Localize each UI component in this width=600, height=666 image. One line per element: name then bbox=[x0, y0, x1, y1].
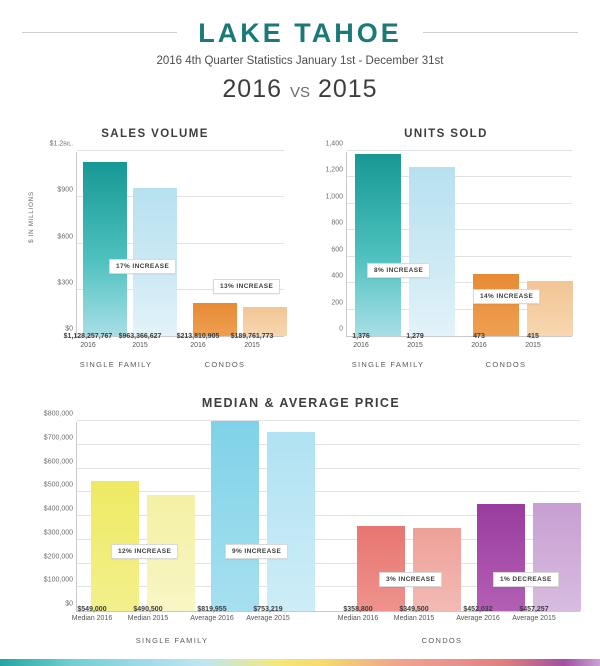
chart-title-sales-volume: SALES VOLUME bbox=[101, 128, 209, 140]
xlabel-sv-2-value: $213,810,905 bbox=[176, 333, 220, 340]
header-rule-left bbox=[22, 32, 177, 33]
group-label-us-condos: CONDOS bbox=[485, 360, 527, 369]
ytick-sv-4: $1.2 bbox=[49, 140, 64, 148]
bottom-color-bar bbox=[0, 659, 600, 666]
ytick-sv-0: $0 bbox=[65, 325, 73, 333]
ytick-map-2: $200,000 bbox=[43, 553, 73, 560]
xlabel-us-3 bbox=[504, 332, 562, 351]
chart-units-sold bbox=[310, 128, 582, 369]
bar-map-2 bbox=[211, 421, 259, 611]
group-label-sv-condos: CONDOS bbox=[204, 360, 246, 369]
xlabel-map-5 bbox=[382, 605, 446, 624]
xlabel-us-2 bbox=[450, 332, 508, 351]
chart-median-average-price bbox=[14, 396, 588, 645]
xlabel-map-0-sub: Median 2016 bbox=[71, 615, 113, 623]
xlabel-map-3-sub: Average 2015 bbox=[246, 615, 290, 623]
group-label-map-condos: CONDOS bbox=[421, 636, 463, 645]
ytick-sv-3: $900 bbox=[57, 186, 73, 194]
bar-us-2 bbox=[473, 274, 519, 337]
xlabel-map-1 bbox=[116, 605, 180, 624]
xlabel-map-2-value: $819,955 bbox=[197, 606, 227, 613]
ytick-map-6: $600,000 bbox=[43, 458, 73, 465]
xlabel-map-1-value: $490,500 bbox=[133, 606, 163, 613]
xlabel-map-3-value: $753,219 bbox=[253, 606, 283, 613]
group-label-map-single-family: SINGLE FAMILY bbox=[135, 636, 209, 645]
xlabel-map-0 bbox=[60, 605, 124, 624]
ytick-us-2: 400 bbox=[331, 272, 343, 280]
xlabel-map-6-sub: Average 2016 bbox=[456, 615, 500, 623]
xlabel-us-0-value: 1,376 bbox=[352, 333, 370, 340]
annotation-sv-0: 17% INCREASE bbox=[109, 259, 176, 274]
xlabel-map-5-value: $349,500 bbox=[399, 606, 429, 613]
ytick-map-4: $400,000 bbox=[43, 505, 73, 513]
ytick-map-1: $100,000 bbox=[43, 576, 73, 584]
annotation-map-2: 3% INCREASE bbox=[379, 572, 442, 587]
xlabel-us-1-year: 2015 bbox=[407, 342, 423, 350]
xlabel-sv-3 bbox=[216, 332, 288, 351]
xlabel-map-7-value: $457,257 bbox=[519, 606, 549, 613]
xlabel-map-1-sub: Median 2015 bbox=[127, 615, 169, 623]
bar-map-6 bbox=[477, 504, 525, 611]
header-rule-right bbox=[423, 32, 578, 33]
axis-label-dollars: $ IN MILLIONS bbox=[28, 191, 35, 243]
xlabel-sv-3-year: 2015 bbox=[244, 342, 260, 350]
bar-us-0 bbox=[355, 154, 401, 336]
ytick-us-3: 600 bbox=[331, 246, 343, 254]
chart-title-median-average: MEDIAN & AVERAGE PRICE bbox=[201, 396, 401, 410]
annotation-map-3: 1% DECREASE bbox=[493, 572, 559, 587]
xlabel-us-3-value: 415 bbox=[527, 333, 539, 340]
ytick-us-5: 1,000 bbox=[325, 193, 343, 201]
plot-area-units-sold bbox=[325, 140, 572, 337]
year-comparison bbox=[0, 75, 600, 104]
page-title: LAKE TAHOE bbox=[198, 18, 402, 48]
xlabel-map-3 bbox=[236, 605, 300, 624]
xlabel-us-3-year: 2015 bbox=[525, 342, 541, 350]
xlabel-map-7 bbox=[502, 605, 566, 624]
ytick-us-1: 200 bbox=[331, 299, 343, 307]
xlabel-us-2-value: 473 bbox=[473, 333, 485, 340]
bar-map-7 bbox=[533, 503, 581, 611]
ytick-map-3: $300,000 bbox=[43, 529, 73, 537]
plot-area-median-average bbox=[43, 410, 580, 612]
xlabel-us-2-year: 2016 bbox=[471, 342, 487, 350]
bar-map-4 bbox=[357, 526, 405, 611]
annotation-us-0: 8% INCREASE bbox=[367, 263, 430, 278]
annotation-us-1: 14% INCREASE bbox=[473, 289, 540, 304]
ytick-map-8: $800,000 bbox=[43, 410, 73, 418]
xlabel-map-6-value: $452,032 bbox=[463, 606, 493, 613]
group-label-us-single-family: SINGLE FAMILY bbox=[351, 360, 425, 369]
xlabel-sv-3-value: $189,761,773 bbox=[230, 333, 274, 340]
xlabel-map-5-sub: Median 2015 bbox=[393, 615, 435, 623]
xlabel-us-0-year: 2016 bbox=[353, 342, 369, 350]
vs-label: VS bbox=[289, 84, 310, 101]
annotation-map-1: 9% INCREASE bbox=[225, 544, 288, 559]
xlabel-sv-1-value: $963,366,627 bbox=[118, 333, 162, 340]
bar-map-5 bbox=[413, 528, 461, 611]
xlabel-sv-2-year: 2016 bbox=[190, 342, 206, 350]
xlabel-map-4 bbox=[326, 605, 390, 624]
ytick-us-6: 1,200 bbox=[325, 166, 343, 174]
bar-us-1 bbox=[409, 167, 455, 336]
bar-sv-0 bbox=[83, 162, 127, 336]
ytick-sv-2: $600 bbox=[57, 233, 73, 240]
group-label-sv-single-family: SINGLE FAMILY bbox=[79, 360, 153, 369]
ytick-us-4: 800 bbox=[331, 219, 343, 227]
xlabel-map-6 bbox=[446, 605, 510, 624]
bar-map-3 bbox=[267, 432, 315, 611]
xlabel-us-0 bbox=[332, 332, 390, 351]
xlabel-map-2 bbox=[180, 605, 244, 624]
page-header bbox=[0, 0, 600, 104]
xlabel-map-0-value: $549,000 bbox=[77, 606, 107, 613]
chart-sales-volume bbox=[20, 128, 290, 369]
ytick-us-0: 0 bbox=[339, 325, 343, 333]
xlabel-sv-1-year: 2015 bbox=[132, 342, 148, 350]
ytick-map-7: $700,000 bbox=[43, 434, 73, 442]
xlabel-us-1 bbox=[386, 332, 444, 351]
chart-title-units-sold: UNITS SOLD bbox=[404, 128, 488, 140]
ytick-sv-1: $300 bbox=[57, 279, 73, 287]
ytick-map-5: $500,000 bbox=[43, 481, 73, 489]
ytick-us-7: 1,400 bbox=[325, 140, 343, 148]
xlabel-map-4-value: $358,800 bbox=[343, 606, 373, 613]
ytick-sv-suffix: BIL. bbox=[63, 141, 73, 148]
annotation-map-0: 12% INCREASE bbox=[111, 544, 178, 559]
annotation-sv-1: 13% INCREASE bbox=[213, 279, 280, 294]
xlabel-map-4-sub: Median 2016 bbox=[337, 615, 379, 623]
xlabel-sv-0-year: 2016 bbox=[80, 342, 96, 350]
xlabel-us-1-value: 1,279 bbox=[406, 333, 424, 340]
year-old: 2015 bbox=[317, 75, 378, 103]
ytick-map-0: $0 bbox=[65, 600, 73, 608]
xlabel-sv-0-value: $1,128,257,767 bbox=[63, 333, 113, 340]
xlabel-map-7-sub: Average 2015 bbox=[512, 615, 556, 623]
xlabel-map-2-sub: Average 2016 bbox=[190, 615, 234, 623]
year-new: 2016 bbox=[222, 75, 283, 103]
page-subtitle: 2016 4th Quarter Statistics January 1st - December 31st bbox=[156, 55, 444, 67]
